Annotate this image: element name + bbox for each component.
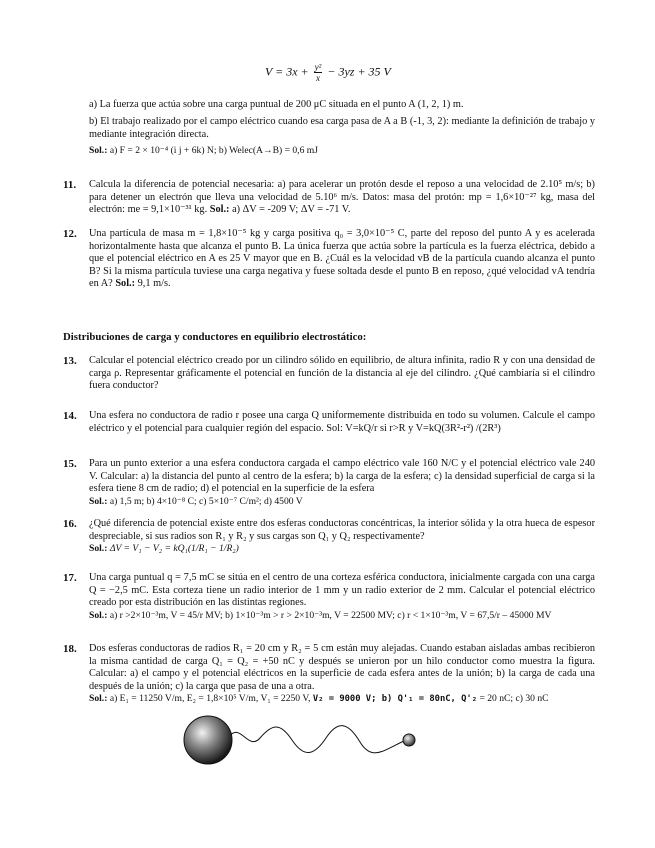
problem-text: Una carga puntual q = 7,5 mC se sitúa en el centro de una corteza esférica conductora, inicialmente cargada con una carga Q = −2,5 mC. Esta corteza tiene un radio interior de 1 mm y un radio exterior de 2 mm. Calcular el potencial eléctrico creado por esta distribución en las distintas regiones.	[89, 572, 595, 609]
problem-number: 14.	[63, 410, 77, 422]
large-sphere	[184, 716, 232, 764]
problem-text: ¿Qué diferencia de potencial existe entre dos esferas conductoras concéntricas, la interior sólida y la otra hueca de espesor despreciable, si sus radios son R₁ y R₂ y sus cargas son Q₁ y Q₂ respectivamente?	[89, 518, 595, 542]
problem-12	[89, 228, 595, 291]
solution-label: Sol.:	[89, 495, 108, 507]
continued-solution	[89, 145, 595, 158]
problem-number: 13.	[63, 355, 77, 367]
problem-number: 15.	[63, 458, 77, 470]
problem-number: 11.	[63, 179, 77, 191]
problem-14	[89, 410, 595, 435]
formula-rhs: − 3yz + 35 V	[327, 64, 391, 79]
continued-part-b: b) El trabajo realizado por el campo eléctrico cuando esa carga pasa de A a B (-1, 3, 2): mediante la definición de trabajo y mediante integración directa.	[89, 116, 595, 140]
section-heading: Distribuciones de carga y conductores en equilibrio electrostático:	[63, 331, 367, 343]
solution-label: Sol.:	[89, 693, 108, 705]
problem-text: Calcular el potencial eléctrico creado por un cilindro sólido en equilibrio, de altura infinita, radio R y con una densidad de carga ρ. Representar gráficamente el potencial en función de la distancia al eje del cilindro. ¿Qué cambiaría si el cilindro fuera conductor?	[89, 355, 595, 392]
solution-label: Sol.:	[115, 278, 136, 290]
problem-text: Una partícula de masa m = 1,8×10⁻⁵ kg y carga positiva q₀ = 3,0×10⁻⁵ C, parte del reposo del punto A y es acelerada horizontalmente hasta que alcanza el punto B. La única fuerza que actúa sobre la partícula es la fuerza eléctrica, debido a que el potencial eléctrico en A es 25 V mayor que en B. ¿Cuál es la velocidad vB de la partícula cuando alcanza el punto B? Si la misma partícula tuviese una carga negativa y fuese soltada desde el punto B en reposo, ¿qué velocidad vA tendría en A?	[89, 228, 595, 290]
spheres-wire-figure	[180, 712, 420, 772]
fraction-denominator: x	[315, 73, 320, 83]
continued-part-a: a) La fuerza que actúa sobre una carga puntual de 200 μC situada en el punto A (1, 2, 1) m.	[89, 99, 464, 110]
solution-text: a) r >2×10⁻³m, V = 45/r MV; b) 1×10⁻³m > r > 2×10⁻³m, V = 22500 MV; c) r < 1×10⁻³m, V = 67,5/r – 45000 MV	[109, 609, 552, 621]
problem-number: 17.	[63, 572, 77, 584]
problem-text: Para un punto exterior a una esfera conductora cargada el campo eléctrico vale 160 N/C y el potencial eléctrico vale 240 V. Calcular: a) la distancia del punto al centro de la esfera; b) la carga de la esfera; c) la densidad superficial de carga si la esfera tiene 8 cm de radio; d) el potencial en la superficie de la esfera	[89, 458, 595, 495]
formula-lhs: V = 3x +	[265, 64, 309, 79]
fraction-numerator: y²	[314, 62, 322, 72]
solution-label: Sol.:	[89, 609, 108, 621]
solution-text: ΔV = V₁ − V₂ = kQ₁(1/R₁ − 1/R₂)	[109, 543, 239, 555]
solution-text: a) 1,5 m; b) 4×10⁻⁸ C; c) 5×10⁻⁷ C/m²; d) 4500 V	[109, 495, 303, 507]
solution-text: a) ΔV = -209 V; ΔV = -71 V.	[232, 204, 351, 216]
formula-fraction	[314, 62, 323, 83]
problem-number: 18.	[63, 643, 77, 655]
solution-label: Sol.:	[209, 204, 230, 216]
solution-text: 9,1 m/s.	[137, 278, 171, 290]
problem-13	[89, 355, 595, 393]
problem-number: 12.	[63, 228, 77, 240]
problem-18	[89, 643, 595, 706]
solution-text: a) E₁ = 11250 V/m, E₂ = 1,8×10⁵ V/m, V₁ = 2250 V,	[109, 693, 311, 705]
problem-11	[89, 179, 595, 217]
solution-text-mono: V₂ = 9000 V; b) Q'₁ = 80nC, Q'₂	[312, 694, 478, 705]
solution-label: Sol.:	[89, 543, 108, 555]
solution-text: = 20 nC; c) 30 nC	[479, 693, 549, 705]
solution-label: Sol.:	[89, 145, 108, 156]
solution-text: a) F = 2 × 10⁻⁴ (i j + 6k) N; b) Welec(A→B) = 0,6 mJ	[109, 145, 318, 156]
connecting-wire	[228, 726, 406, 753]
problem-17	[89, 572, 595, 622]
problem-number: 16.	[63, 518, 77, 530]
problem-text: Dos esferas conductoras de radios R₁ = 20 cm y R₂ = 5 cm están muy alejadas. Cuando estaban aisladas ambas recibieron la misma cantidad de carga Q₁ = Q₂ = +50 nC y después se unieron por un hilo conductor como muestra la figura. Calcular: a) el campo y el potencial eléctricos en la superficie de cada esfera antes de la unión; b) la carga de cada una después de la unión; c) la carga que pasa de una a otra.	[89, 643, 595, 692]
small-sphere	[403, 734, 415, 746]
potential-formula	[265, 62, 391, 83]
problem-text: Una esfera no conductora de radio r posee una carga Q uniformemente distribuida en todo su volumen. Calcule el campo eléctrico y el potencial para cualquier región del espacio. Sol: V=kQ/r si r>R y V=kQ(3R²-r²) /(2R³)	[89, 410, 595, 434]
problem-16	[89, 518, 595, 556]
problem-15	[89, 458, 595, 508]
problem-text: Calcula la diferencia de potencial necesaria: a) para acelerar un protón desde el reposo a una velocidad de 2.10⁵ m/s; b) para detener un electrón que lleva una velocidad de 5.10⁶ m/s. Datos: masa del protón: mp = 1,6×10⁻²⁷ kg, masa del electrón: me = 9,1×10⁻³¹ kg.	[89, 179, 595, 216]
